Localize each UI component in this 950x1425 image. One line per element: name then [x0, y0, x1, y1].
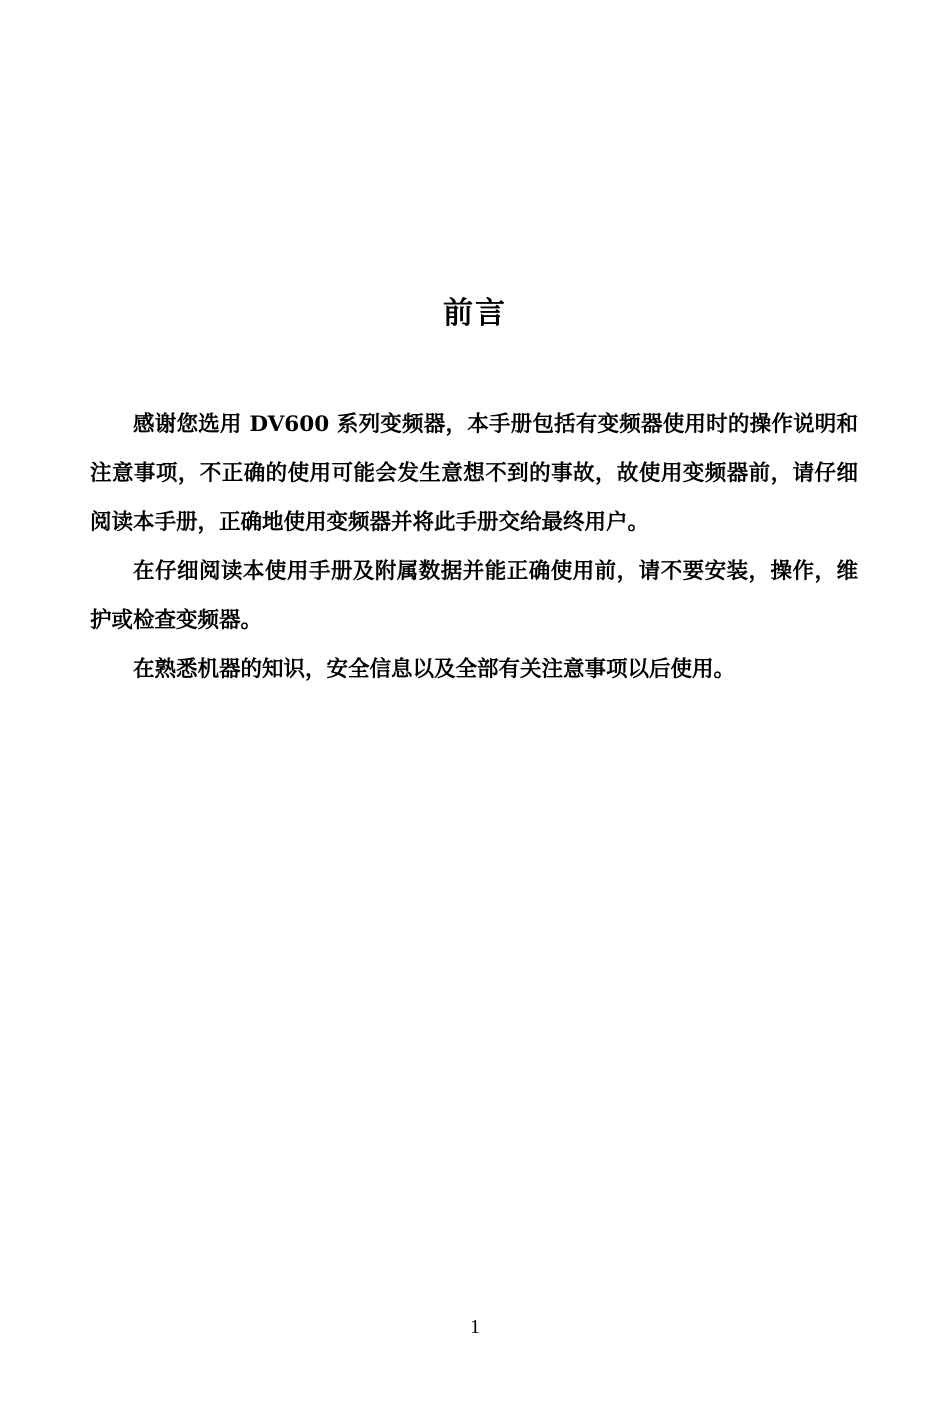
- preface-paragraph-1: 感谢您选用 DV600 系列变频器，本手册包括有变频器使用时的操作说明和注意事项，不正确的使用可能会发生意想不到的事故，故使用变频器前，请仔细阅读本手册，正确地使用变频器并将此手册交给最终用户。: [90, 412, 858, 535]
- page-title: 前言: [443, 296, 507, 332]
- preface-paragraph-2: 在仔细阅读本使用手册及附属数据并能正确使用前，请不要安装，操作，维护或检查变频器。: [90, 559, 858, 633]
- page-number: 1: [470, 1316, 480, 1338]
- preface-body: [90, 400, 858, 694]
- preface-paragraph-3: 在熟悉机器的知识，安全信息以及全部有关注意事项以后使用。: [133, 657, 736, 682]
